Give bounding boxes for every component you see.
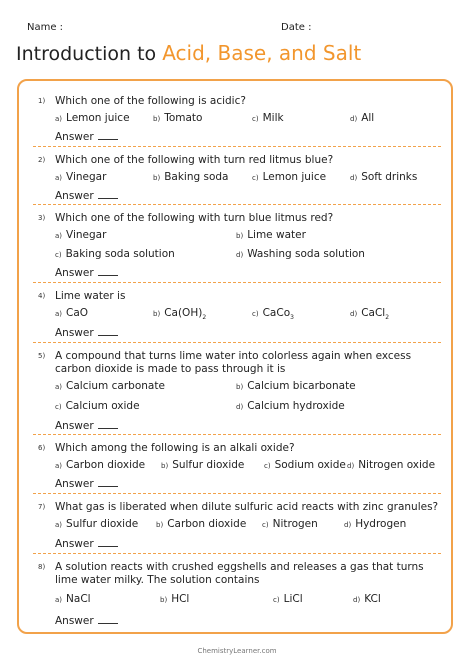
option-b[interactable]: b) HCl (160, 593, 190, 605)
option-c[interactable]: c) Baking soda solution (55, 248, 175, 260)
answer-field[interactable]: Answer (55, 614, 118, 627)
question-text: Which one of the following is acidic? (55, 95, 246, 107)
question-text: A compound that turns lime water into colorless again when excess carbon dioxide is made to pass through it is (55, 350, 412, 375)
option-d[interactable]: d) Nitrogen oxide (347, 459, 436, 471)
question-text: Which among the following is an alkali oxide? (55, 442, 295, 454)
divider (33, 282, 441, 283)
divider (33, 434, 441, 435)
option-b[interactable]: b) Tomato (153, 112, 203, 124)
title-topic: Acid, Base, and Salt (162, 41, 362, 65)
option-a[interactable]: a) Carbon dioxide (55, 459, 146, 471)
option-b[interactable]: b) Carbon dioxide (156, 518, 247, 530)
option-d[interactable]: d) CaCl$_2$ (350, 307, 390, 322)
answer-field[interactable]: Answer (55, 419, 118, 432)
question-number: 5) (38, 352, 46, 360)
option-d[interactable]: d) Calcium hydroxide (236, 400, 345, 412)
option-d[interactable]: d) All (350, 112, 375, 124)
option-a[interactable]: a) Sulfur dioxide (55, 518, 139, 530)
option-b[interactable]: b) $Ca(OH)_2$ (153, 307, 207, 322)
question-text: What gas is liberated when dilute sulfuric acid reacts with zinc granules? (55, 501, 439, 513)
answer-field[interactable]: Answer (55, 477, 118, 490)
option-c[interactable]: c) Milk (252, 112, 284, 124)
divider (33, 493, 441, 494)
option-a[interactable]: a) Lemon juice (55, 112, 130, 124)
answer-field[interactable]: Answer (55, 130, 118, 143)
option-a[interactable]: a) CaO (55, 307, 89, 319)
option-b[interactable]: b) Sulfur dioxide (161, 459, 245, 471)
option-c[interactable]: c) CaCo$_3$ (252, 307, 294, 322)
name-label: Name : (27, 22, 64, 33)
answer-field[interactable]: Answer (55, 266, 118, 279)
question-number: 8) (38, 563, 46, 571)
option-c[interactable]: c) Sodium oxide (264, 459, 346, 471)
option-c[interactable]: c) LiCl (273, 593, 303, 605)
question-number: 3) (38, 214, 46, 222)
question-text: Lime water is (55, 290, 126, 302)
option-b[interactable]: b) Lime water (236, 229, 306, 241)
option-b[interactable]: b) Baking soda (153, 171, 229, 183)
option-b[interactable]: b) Calcium bicarbonate (236, 380, 356, 392)
question-number: 4) (38, 292, 46, 300)
option-a[interactable]: a) Vinegar (55, 229, 107, 241)
option-d[interactable]: d) Hydrogen (344, 518, 407, 530)
question-text: Which one of the following with turn red litmus blue? (55, 154, 334, 166)
option-c[interactable]: c) Calcium oxide (55, 400, 140, 412)
divider (33, 553, 441, 554)
option-a[interactable]: a) NaCl (55, 593, 91, 605)
answer-field[interactable]: Answer (55, 189, 118, 202)
question-text: Which one of the following with turn blue litmus red? (55, 212, 334, 224)
question-number: 2) (38, 156, 46, 164)
option-c[interactable]: c) Lemon juice (252, 171, 327, 183)
answer-field[interactable]: Answer (55, 537, 118, 550)
answer-field[interactable]: Answer (55, 326, 118, 339)
page-title (16, 36, 361, 72)
option-a[interactable]: a) Vinegar (55, 171, 107, 183)
option-d[interactable]: d) KCl (353, 593, 381, 605)
question-text: A solution reacts with crushed eggshells and releases a gas that turns lime water milky. The solution contains (55, 561, 424, 586)
divider (33, 146, 441, 147)
footer-credit: ChemistryLearner.com (197, 647, 277, 655)
option-d[interactable]: d) Washing soda solution (236, 248, 365, 260)
question-number: 7) (38, 503, 46, 511)
divider (33, 204, 441, 205)
question-number: 1) (38, 97, 46, 105)
question-number: 6) (38, 444, 46, 452)
option-a[interactable]: a) Calcium carbonate (55, 380, 165, 392)
option-d[interactable]: d) Soft drinks (350, 171, 418, 183)
title-prefix: Introduction to (16, 43, 163, 65)
date-label: Date : (281, 22, 312, 33)
option-c[interactable]: c) Nitrogen (262, 518, 318, 530)
divider (33, 342, 441, 343)
worksheet-card (17, 79, 453, 634)
